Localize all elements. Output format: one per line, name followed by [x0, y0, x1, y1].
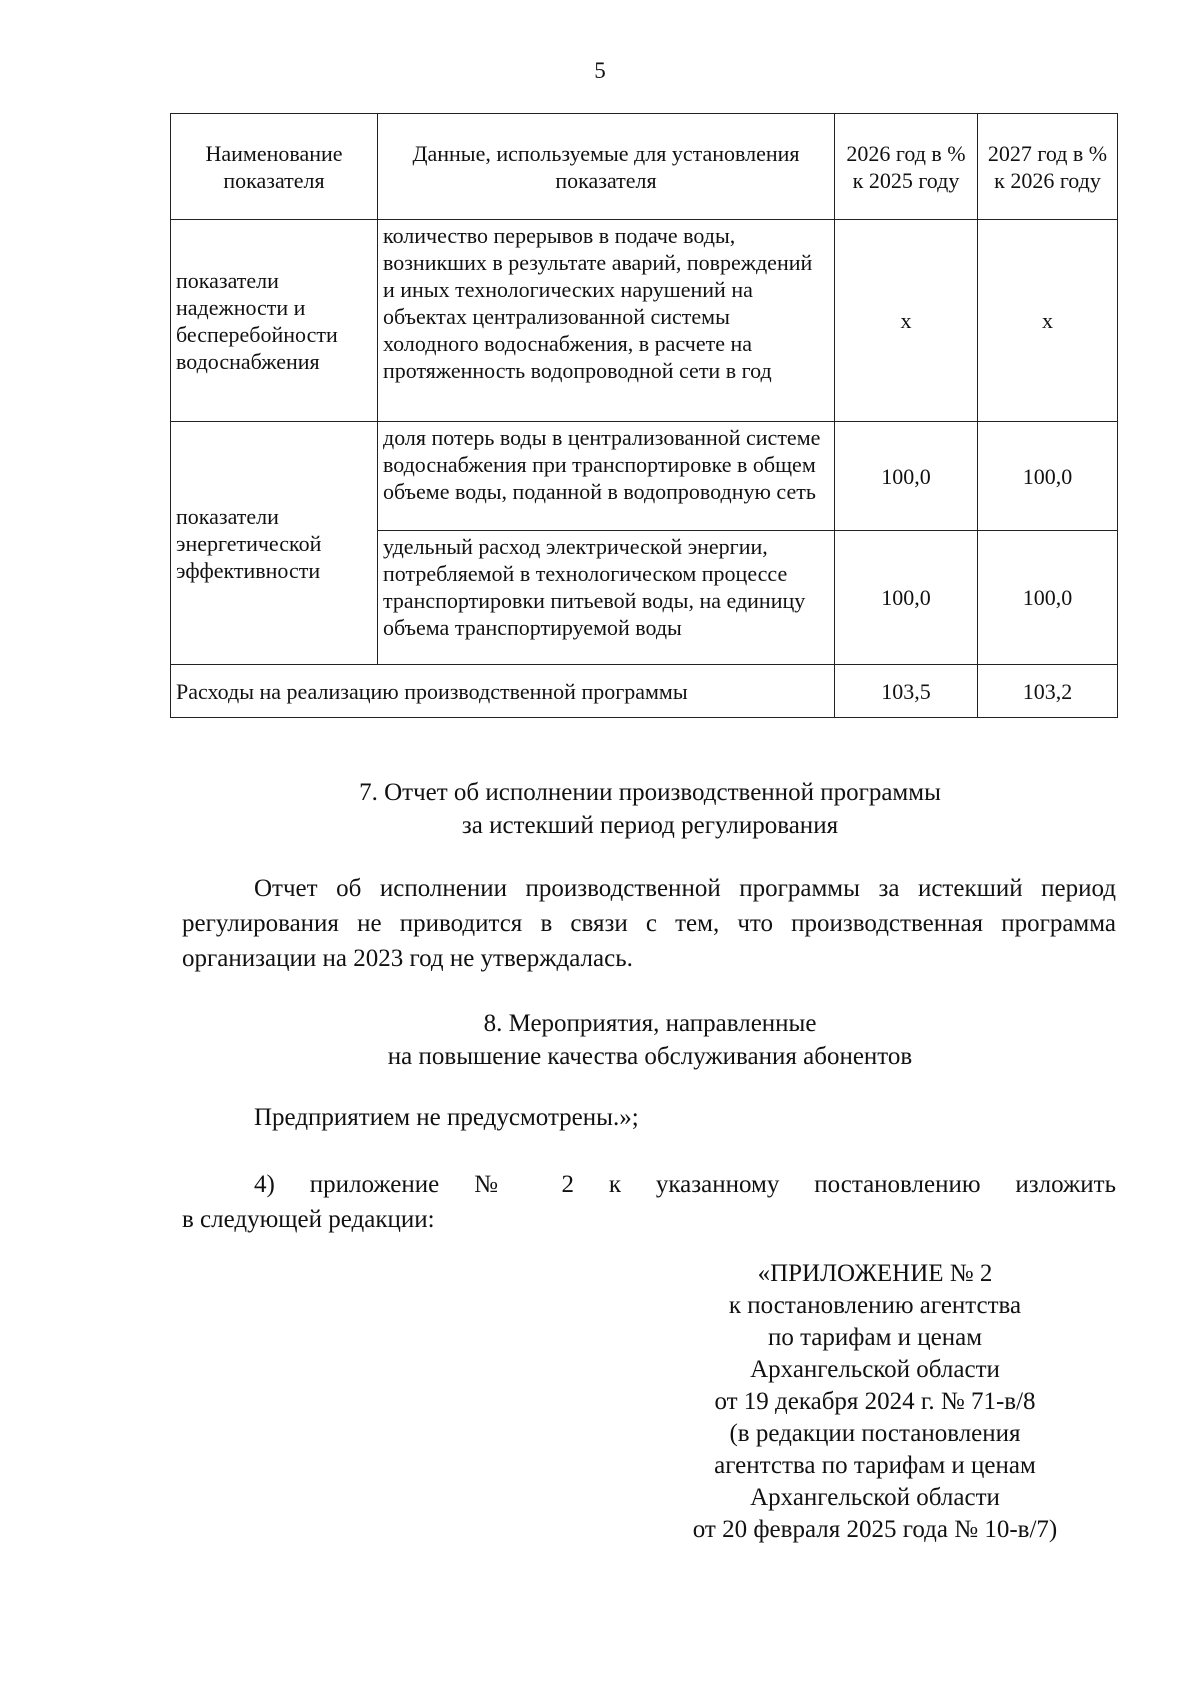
water-loss-data: доля потерь воды в централизованной системе водоснабжения при транспортировке в общем объеме воды, поданной в водопроводную сеть	[378, 422, 835, 531]
electricity-2027: 100,0	[978, 531, 1118, 665]
appendix-header-block	[640, 1258, 1110, 1546]
page-number: 5	[594, 58, 606, 83]
section-7-heading-line2: за истекший период регулирования	[461, 812, 839, 839]
header-2026: 2026 год в % к 2025 году	[835, 114, 978, 220]
table-header-row	[171, 114, 1118, 220]
electricity-data: удельный расход электрической энергии, потребляемой в технологическом процессе транспортировки питьевой воды, на единицу объема транспортируемой воды	[378, 531, 835, 665]
header-indicator-name: Наименование показателя	[171, 114, 378, 220]
appendix-line: (в редакции постановления	[729, 1420, 1021, 1447]
indicators-table	[170, 113, 1118, 718]
section-8-heading	[0, 1007, 1200, 1073]
section-7-heading-line1: 7. Отчет об исполнении производственной программы	[359, 779, 941, 806]
item-4-line1: 4) приложение № 2 к указанному постановлению изложить	[254, 1171, 1116, 1198]
table-total-row	[171, 665, 1118, 718]
appendix-line: агентства по тарифам и ценам	[714, 1452, 1036, 1479]
energy-efficiency-name: показатели энергетической эффективности	[171, 422, 378, 665]
item-4-line2: в следующей редакции:	[182, 1206, 435, 1233]
table-row	[171, 220, 1118, 422]
water-loss-2027: 100,0	[978, 422, 1118, 531]
appendix-line: к постановлению агентства	[728, 1292, 1022, 1319]
reliability-2026: х	[835, 220, 978, 422]
appendix-line: от 20 февраля 2025 года № 10-в/7)	[692, 1516, 1058, 1543]
section-8-text: Предприятием не предусмотрены.»;	[254, 1104, 639, 1131]
total-2026: 103,5	[835, 665, 978, 718]
appendix-line: по тарифам и ценам	[767, 1324, 983, 1351]
reliability-name: показатели надежности и бесперебойности водоснабжения	[171, 220, 378, 422]
electricity-2026: 100,0	[835, 531, 978, 665]
reliability-2027: х	[978, 220, 1118, 422]
total-label: Расходы на реализацию производственной программы	[171, 665, 835, 718]
reliability-data: количество перерывов в подаче воды, возникших в результате аварий, повреждений и иных технологических нарушений на объектах централизованной системы холодного водоснабжения, в расчете на протяженность водопроводной сети в год	[378, 220, 835, 422]
header-indicator-data: Данные, используемые для установления показателя	[378, 114, 835, 220]
section-8-heading-line2: на повышение качества обслуживания абонентов	[387, 1043, 913, 1070]
section-7-text: Отчет об исполнении производственной программы за истекший период регулирования не приводится в связи с тем, что производственная программа организации на 2023 год не утверждалась.	[182, 875, 1116, 972]
section-7-heading	[0, 776, 1200, 842]
appendix-line: «ПРИЛОЖЕНИЕ № 2	[757, 1260, 993, 1287]
appendix-line: Архангельской области	[750, 1356, 1000, 1383]
section-8-heading-line1: 8. Мероприятия, направленные	[483, 1010, 817, 1037]
header-2027: 2027 год в % к 2026 году	[978, 114, 1118, 220]
appendix-line: от 19 декабря 2024 г. № 71-в/8	[714, 1388, 1036, 1415]
table-row	[171, 422, 1118, 531]
total-2027: 103,2	[978, 665, 1118, 718]
appendix-line: Архангельской области	[750, 1484, 1000, 1511]
water-loss-2026: 100,0	[835, 422, 978, 531]
